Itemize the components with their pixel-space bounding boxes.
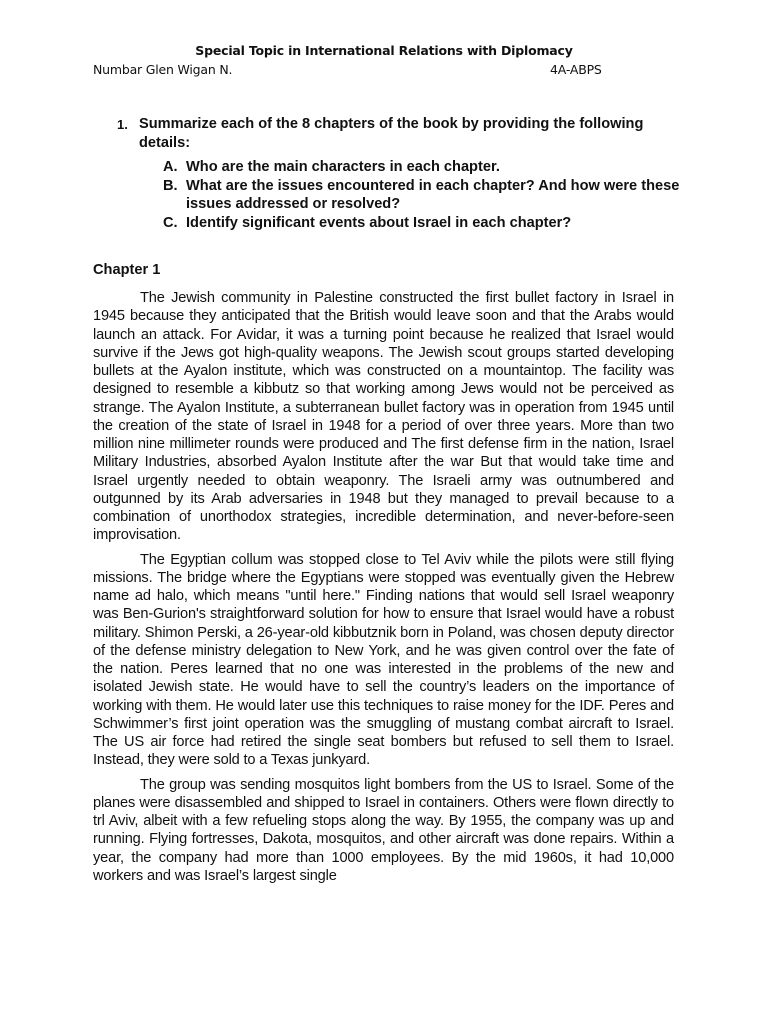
question-number: 1. bbox=[117, 117, 128, 132]
section-code: 4A-ABPS bbox=[550, 62, 602, 77]
chapter-heading: Chapter 1 bbox=[93, 262, 161, 278]
item-text: What are the issues encountered in each chapter? And how were these issues addressed or resolved? bbox=[186, 177, 680, 212]
question-block bbox=[117, 115, 682, 232]
body-paragraph: The group was sending mosquitos light bombers from the US to Israel. Some of the planes were disassembled and shipped to Israel in containers. Others were flown directly to trl Aviv, albeit with a few refueling stops along the way. By 1955, the company was up and running. Flying fortresses, Dakota, mosquitos, and other aircraft was done repairs. Within a year, the company had more than 1000 employees. By the mid 1960s, it had 10,000 workers and was Israel’s largest single bbox=[93, 776, 674, 884]
question-item bbox=[163, 214, 682, 233]
student-name: Numbar Glen Wigan N. bbox=[93, 62, 233, 77]
question-text: Summarize each of the 8 chapters of the book by providing the following details: bbox=[139, 116, 644, 151]
body-paragraph: The Egyptian collum was stopped close to Tel Aviv while the pilots were still flying missions. The bridge where the Egyptians were stopped was eventually given the Hebrew name ad halo, which means "until here." Finding nations that would sell Israel weaponry was Ben-Gurion's straightforward solution for how to ensure that Israel would have a robust military. Shimon Perski, a 26-year-old kibbutznik born in Poland, was chosen deputy director of the defense ministry delegation to New York, and he was given control over the fate of the nation. Peres learned that no one was interested in the problems of the new and isolated Jewish state. He would have to sell the country’s leaders on the importance of working with them. He would later use this techniques to raise money for the IDF. Peres and Schwimmer’s first joint operation was the smuggling of mustang combat aircraft to Israel. The US air force had retired the single seat bombers but refused to sell them to Israel. Instead, they were sold to a Texas junkyard. bbox=[93, 551, 674, 769]
question-item bbox=[163, 158, 682, 177]
course-title: Special Topic in International Relations with Diplomacy bbox=[195, 43, 573, 58]
chapter-body bbox=[93, 289, 674, 891]
item-letter: B. bbox=[163, 177, 178, 194]
item-text: Identify significant events about Israel in each chapter? bbox=[186, 214, 572, 231]
body-paragraph: The Jewish community in Palestine constructed the first bullet factory in Israel in 1945 because they anticipated that the British would leave soon and that the Arabs would launch an attack. For Avidar, it was a turning point because he realized that Israel would survive if the Jews got high-quality weapons. The Jewish scout groups started developing bullets at the Ayalon institute, which was constructed on a mountaintop. The facility was designed to resemble a kibbutz so that working among Jews would not be perceived as strange. The Ayalon Institute, a subterranean bullet factory was in operation from 1945 until the creation of the state of Israel in 1948 for a period of over three years. More than two million nine millimeter rounds were produced and The first defense firm in the nation, Israel Military Industries, absorbed Ayalon Institute after the war But that would take time and Israel urgently needed to obtain weaponry. The Israeli army was outnumbered and outgunned by its Arab adversaries in 1948 but they managed to prevail because to a combination of unorthodox strategies, incredible determination, and never-before-seen improvisation. bbox=[93, 290, 674, 544]
question-item bbox=[163, 177, 682, 214]
item-text: Who are the main characters in each chapter. bbox=[186, 159, 500, 175]
question-items-list bbox=[163, 158, 682, 232]
item-letter: C. bbox=[163, 214, 178, 231]
item-letter: A. bbox=[163, 159, 178, 175]
